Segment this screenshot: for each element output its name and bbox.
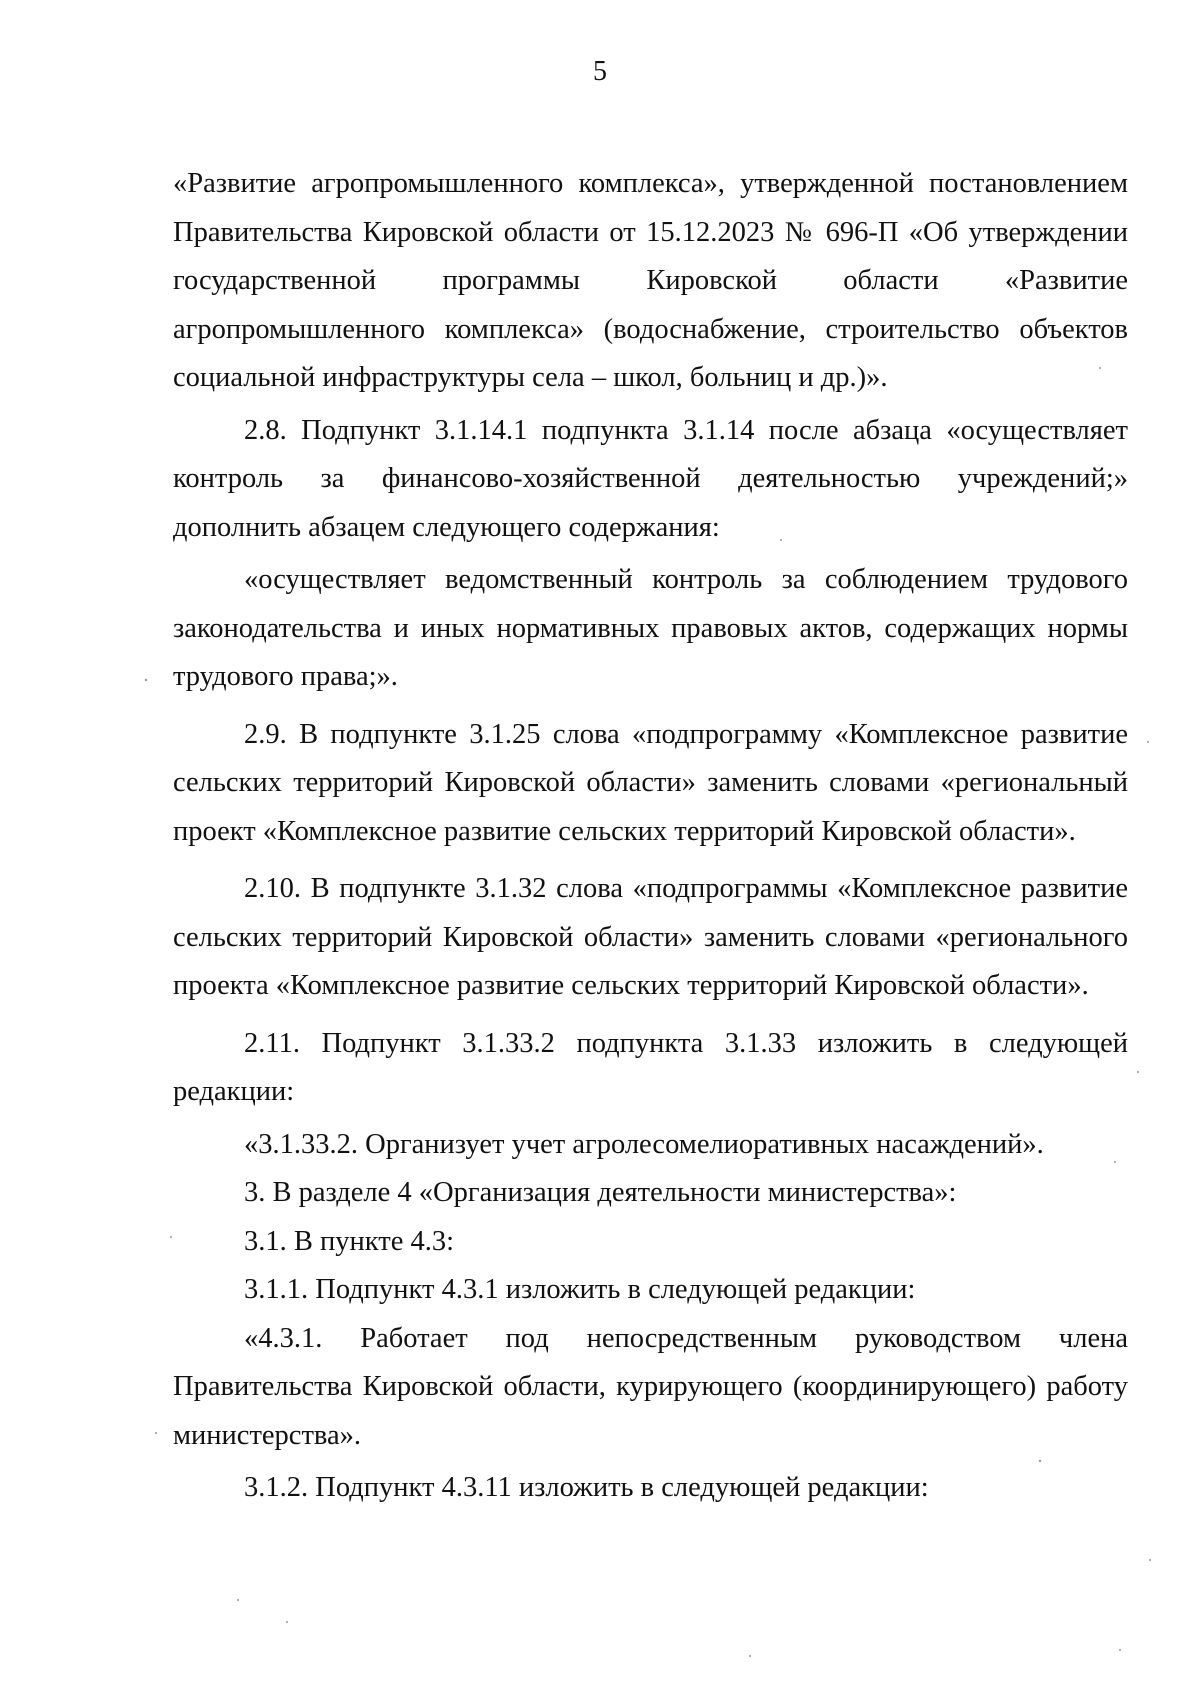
paragraph-item-3-1-2: 3.1.2. Подпункт 4.3.11 изложить в следующей редакции: [244, 1472, 929, 1503]
paragraph-item-3: 3. В разделе 4 «Организация деятельности министерства»: [244, 1177, 957, 1208]
paragraph-item-2-8: 2.8. Подпункт 3.1.14.1 подпункта 3.1.14 после абзаца «осуществляет контроль за финансово-хозяйственной деятельностью учреждений;» дополнить абзацем следующего содержания: [173, 414, 1128, 543]
page-number: 5 [593, 56, 607, 87]
paragraph-quote-3-1-1: «4.3.1. Работает под непосредственным руководством члена Правительства Кировской области, курирующего (координирующего) работу министерства». [173, 1322, 1128, 1451]
paragraph-quote-2-8: «осуществляет ведомственный контроль за соблюдением трудового законодательства и иных нормативных правовых актов, содержащих нормы трудового права;». [173, 564, 1128, 692]
paragraph-quote-2-11: «3.1.33.2. Организует учет агролесомелиоративных насаждений». [244, 1128, 1044, 1160]
paragraph-item-3-1: 3.1. В пункте 4.3: [244, 1225, 455, 1257]
paragraph-continuation-agro-program: «Развитие агропромышленного комплекса», утвержденной постановлением Правительства Кировской области от 15.12.2023 № 696-П «Об утверждении государственной программы Кировской области «Развитие агропромышленного комплекса» (водоснабжение, строительство объектов социальной инфраструктуры села – школ, больниц и др.)». [173, 168, 1128, 393]
paragraph-item-2-10: 2.10. В подпункте 3.1.32 слова «подпрограммы «Комплексное развитие сельских территорий Кировской области» заменить словами «регионального проекта «Комплексное развитие сельских территорий Кировской области». [173, 873, 1128, 1001]
paragraph-item-2-9: 2.9. В подпункте 3.1.25 слова «подпрограмму «Комплексное развитие сельских территорий Кировской области» заменить словами «региональный проект «Комплексное развитие сельских территорий Кировской области». [173, 718, 1128, 847]
paragraph-item-2-11: 2.11. Подпункт 3.1.33.2 подпункта 3.1.33 изложить в следующей редакции: [173, 1027, 1128, 1107]
paragraph-item-3-1-1: 3.1.1. Подпункт 4.3.1 изложить в следующей редакции: [244, 1274, 916, 1305]
